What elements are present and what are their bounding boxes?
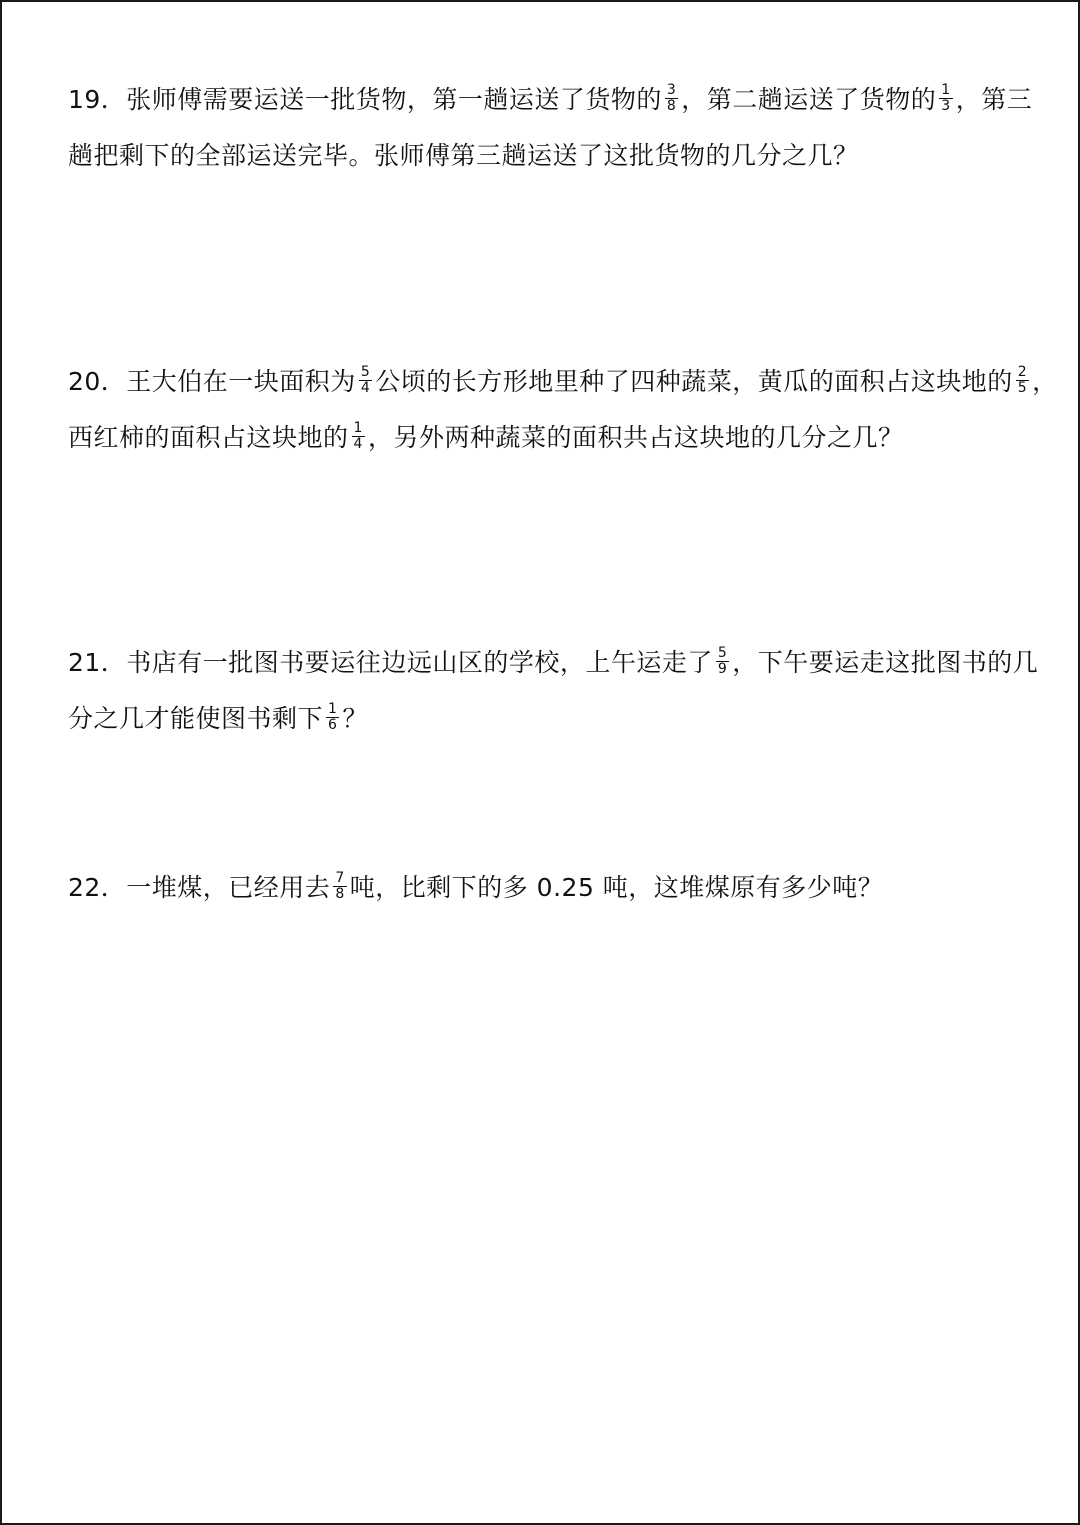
question-text: ，另外两种蔬菜的面积共占这块地的几分之几？ <box>367 423 904 452</box>
question-21-line-2 <box>68 691 1018 747</box>
question-text: 吨，比剩下的多 0.25 吨，这堆煤原有多少吨？ <box>349 873 884 902</box>
fraction-denominator: 3 <box>941 97 951 114</box>
fraction-denominator: 9 <box>717 660 728 677</box>
fraction-denominator: 8 <box>666 97 677 114</box>
fraction-numerator: 2 <box>1017 363 1028 380</box>
fraction-denominator: 6 <box>328 716 338 733</box>
fraction-denominator: 5 <box>1017 379 1028 396</box>
question-text: 公顷的长方形地里种了四种蔬菜，黄瓜的面积占这块地的 <box>375 367 1013 396</box>
question-text: 西红柿的面积占这块地的 <box>68 423 349 452</box>
question-text: 20．王大伯在一块面积为 <box>68 367 356 396</box>
question-text: 22．一堆煤，已经用去 <box>68 873 331 902</box>
question-19-line-2: 趟把剩下的全部运送完毕。张师傅第三趟运送了这批货物的几分之几？ <box>68 141 859 170</box>
question-22-line-1 <box>68 860 1018 916</box>
question-text: ，第三 <box>955 85 1033 114</box>
fraction-numerator: 5 <box>360 363 371 380</box>
question-text: 分之几才能使图书剩下 <box>68 704 324 733</box>
question-text: ，下午要运走这批图书的几 <box>732 648 1039 677</box>
question-text: 19．张师傅需要运送一批货物，第一趟运送了货物的 <box>68 85 662 114</box>
fraction-denominator: 4 <box>360 379 371 396</box>
question-19-line-1 <box>68 72 1033 128</box>
fraction-numerator: 1 <box>328 700 338 717</box>
question-21-line-1 <box>68 635 1039 691</box>
fraction-numerator: 1 <box>941 81 951 98</box>
fraction-numerator: 7 <box>335 869 345 886</box>
fraction-denominator: 8 <box>335 885 345 902</box>
question-20-line-2 <box>68 410 1018 466</box>
fraction <box>359 365 372 396</box>
fraction-numerator: 5 <box>717 644 728 661</box>
fraction <box>716 646 729 677</box>
fraction <box>1016 365 1029 396</box>
fraction <box>352 421 365 452</box>
question-text: ？ <box>342 704 368 733</box>
question-text: 21．书店有一批图书要运往边远山区的学校，上午运走了 <box>68 648 713 677</box>
fraction <box>326 702 339 733</box>
question-21 <box>68 635 1039 747</box>
question-20 <box>68 354 1058 466</box>
fraction <box>939 83 952 114</box>
fraction-denominator: 4 <box>353 435 363 452</box>
question-text: ， <box>1032 367 1058 396</box>
fraction-numerator: 1 <box>353 419 363 436</box>
fraction <box>665 83 678 114</box>
fraction <box>333 871 346 902</box>
question-19 <box>68 72 1033 184</box>
fraction-numerator: 3 <box>666 81 677 98</box>
question-20-line-1 <box>68 354 1058 410</box>
question-22 <box>68 860 1018 916</box>
question-text: ，第二趟运送了货物的 <box>681 85 937 114</box>
